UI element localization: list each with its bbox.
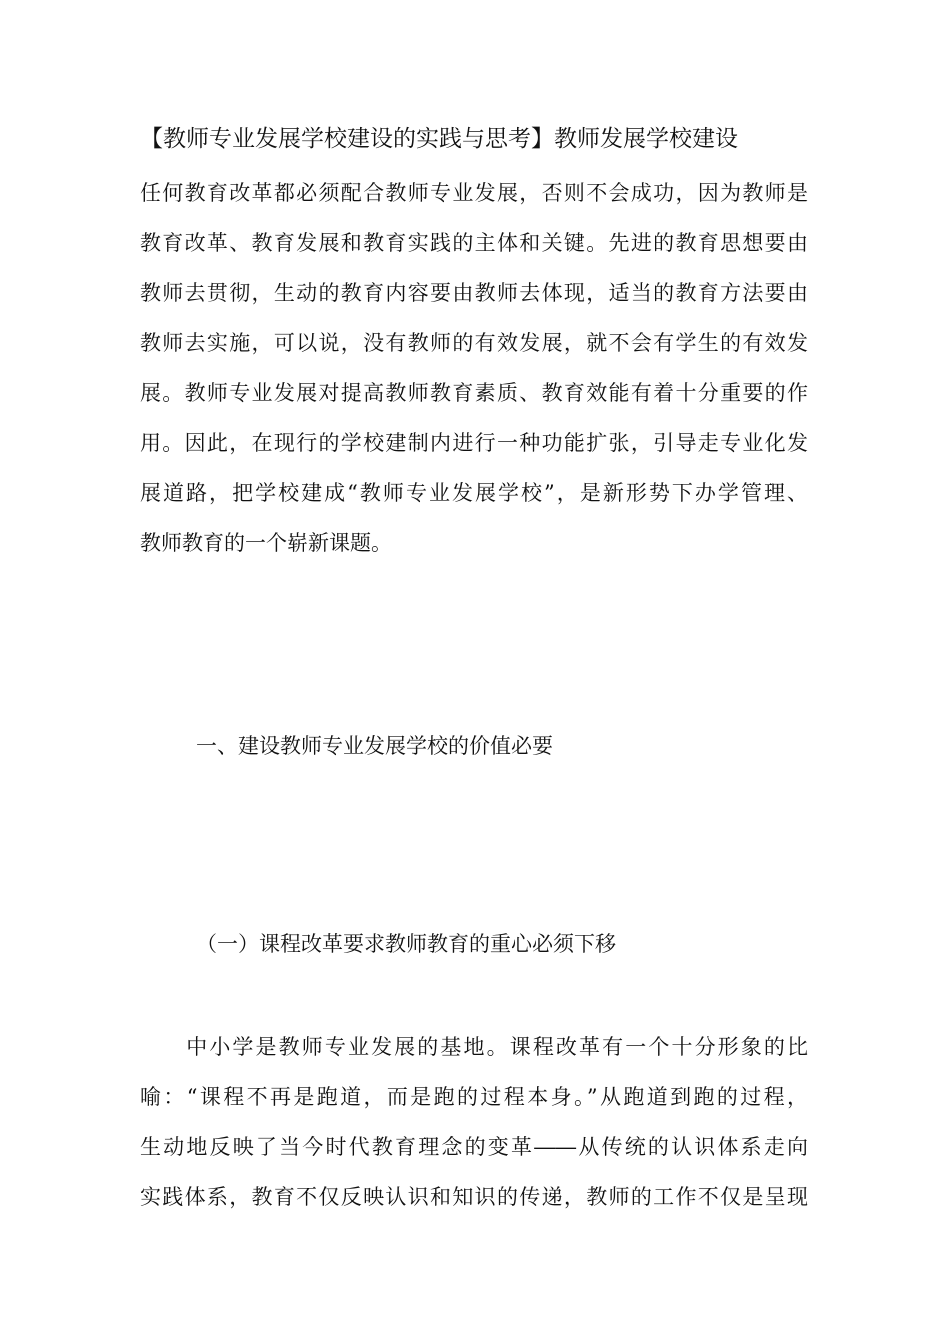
paragraph-line: 展。教师专业发展对提高教师教育素质、教育效能有着十分重要的作	[140, 381, 808, 405]
body-paragraph	[140, 1022, 808, 1222]
paragraph-line: 实践体系，教育不仅反映认识和知识的传递，教师的工作不仅是呈现	[140, 1185, 808, 1209]
paragraph-line: 生动地反映了当今时代教育理念的变革――从传统的认识体系走向	[140, 1135, 808, 1159]
paragraph-line: 任何教育改革都必须配合教师专业发展，否则不会成功，因为教师是	[140, 181, 808, 205]
paragraph-line: 喻：“课程不再是跑道，而是跑的过程本身。”从跑道到跑的过程，	[140, 1085, 808, 1109]
paragraph-line: 中小学是教师专业发展的基地。课程改革有一个十分形象的比	[140, 1035, 808, 1059]
document-title: 【教师专业发展学校建设的实践与思考】教师发展学校建设	[140, 126, 738, 152]
paragraph-line: 教育改革、教育发展和教育实践的主体和关键。先进的教育思想要由	[140, 231, 808, 255]
section-heading: 一、建设教师专业发展学校的价值必要	[196, 734, 553, 758]
paragraph-line: 教师去实施，可以说，没有教师的有效发展，就不会有学生的有效发	[140, 331, 808, 355]
intro-paragraph	[140, 168, 808, 568]
subsection-heading: （一）课程改革要求教师教育的重心必须下移	[196, 932, 616, 956]
paragraph-line: 用。因此，在现行的学校建制内进行一种功能扩张，引导走专业化发	[140, 431, 808, 455]
paragraph-line: 教师去贯彻，生动的教育内容要由教师去体现，适当的教育方法要由	[140, 281, 808, 305]
paragraph-line: 展道路，把学校建成“教师专业发展学校”，是新形势下办学管理、	[140, 481, 808, 505]
paragraph-line: 教师教育的一个崭新课题。	[140, 531, 392, 555]
